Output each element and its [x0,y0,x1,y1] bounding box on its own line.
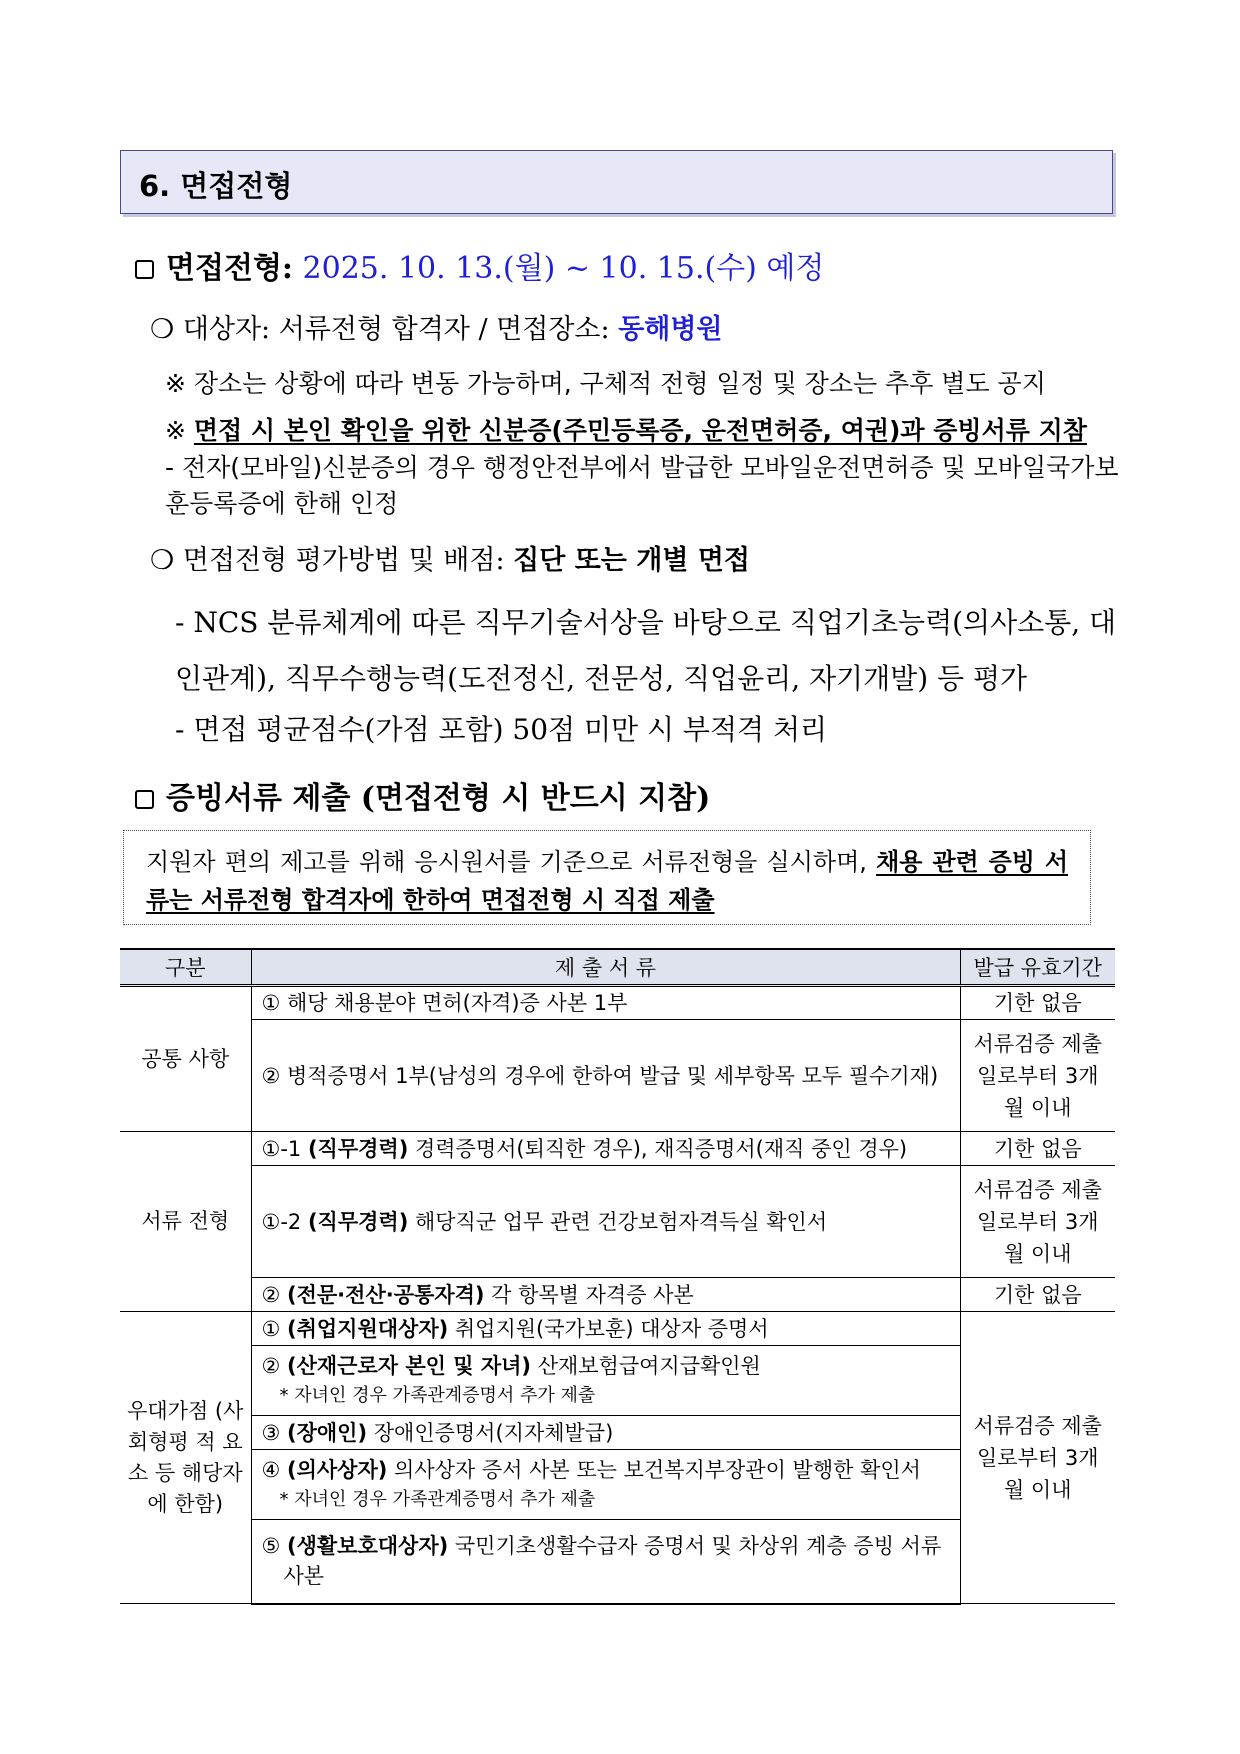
target-line: ❍ 대상자: 서류전형 합격자 / 면접장소: 동해병원 [150,314,723,345]
table-row: 서류 전형 ①-1 (직무경력) 경력증명서(퇴직한 경우), 재직증명서(재직 중인 경우) 기한 없음 [120,1132,1115,1166]
note-id: ※ 면접 시 본인 확인을 위한 신분증(주민등록증, 운전면허증, 여권)과 증빙서류 지참 [165,416,1087,445]
table-row: ⑤ (생활보호대상자) 국민기초생활수급자 증명서 및 차상위 계층 증빙 서류 사본 [120,1520,1115,1604]
circle-bullet-icon: ❍ [150,314,175,345]
circle-bullet-icon: ❍ [150,545,175,576]
table-row: 공통 사항 ① 해당 채용분야 면허(자격)증 사본 1부 기한 없음 [120,986,1115,1020]
notice-box: 지원자 편의 제고를 위해 응시원서를 기준으로 서류전형을 실시하며, 채용 관련 증빙 서류는 서류전형 합격자에 한하여 면접전형 시 직접 제출 [123,830,1091,925]
table-row: ④ (의사상자) 의사상자 증서 사본 또는 보건복지부장관이 발행한 확인서 * 자녀인 경우 가족관계증명서 추가 제출 [120,1450,1115,1520]
table-row: ② (산재근로자 본인 및 자녀) 산재보험급여지급확인원 * 자녀인 경우 가족관계증명서 추가 제출 [120,1346,1115,1416]
note-schedule: ※ 장소는 상황에 따라 변동 가능하며, 구체적 전형 일정 및 장소는 추후 별도 공지 [165,369,1046,398]
table-row: ①-2 (직무경력) 해당직군 업무 관련 건강보험자격득실 확인서 서류검증 제출일로부터 3개월 이내 [120,1166,1115,1278]
documents-table [120,948,1115,1605]
section-header [120,150,1113,214]
method-line: ❍ 면접전형 평가방법 및 배점: 집단 또는 개별 면접 [150,545,751,576]
method-value: 집단 또는 개별 면접 [513,545,751,576]
category-bonus: 우대가점 (사회형평 적 요소 등 해당자에 한함) [120,1312,251,1604]
note-mobile-id: - 전자(모바일)신분증의 경우 행정안전부에서 발급한 모바일운전면허증 및 모바일국가보훈등록증에 한해 인정 [165,453,1119,518]
checkbox-square-icon [135,260,154,279]
interview-place: 동해병원 [618,314,723,345]
docs-heading: 증빙서류 제출 (면접전형 시 반드시 지참) [135,773,710,817]
method-detail-2: - 면접 평균점수(가점 포함) 50점 미만 시 부적격 처리 [175,713,828,746]
table-row: ③ (장애인) 장애인증명서(지자체발급) [120,1416,1115,1450]
interview-date: 2025. 10. 13.(월) ~ 10. 15.(수) 예정 [302,251,825,286]
category-common: 공통 사항 [120,986,251,1132]
table-row: ② (전문·전산·공통자격) 각 항목별 자격증 사본 기한 없음 [120,1278,1115,1312]
method-detail-1: - NCS 분류체계에 따른 직무기술서상을 바탕으로 직업기초능력(의사소통, 대인관계), 직무수행능력(도전정신, 전문성, 직업윤리, 자기개발) 등 평가 [175,606,1117,695]
table-row: ② 병적증명서 1부(남성의 경우에 한하여 발급 및 세부항목 모두 필수기재) 서류검증 제출일로부터 3개월 이내 [120,1020,1115,1132]
checkbox-square-icon [135,790,154,809]
category-document: 서류 전형 [120,1132,251,1312]
interview-heading: 면접전형: 2025. 10. 13.(월) ~ 10. 15.(수) 예정 [135,243,824,287]
table-header: 구분 제 출 서 류 발급 유효기간 [120,949,1115,986]
section-title: 6. 면접전형 [139,169,293,203]
table-row: 우대가점 (사회형평 적 요소 등 해당자에 한함) ① (취업지원대상자) 취업지원(국가보훈) 대상자 증명서 서류검증 제출일로부터 3개월 이내 [120,1312,1115,1346]
